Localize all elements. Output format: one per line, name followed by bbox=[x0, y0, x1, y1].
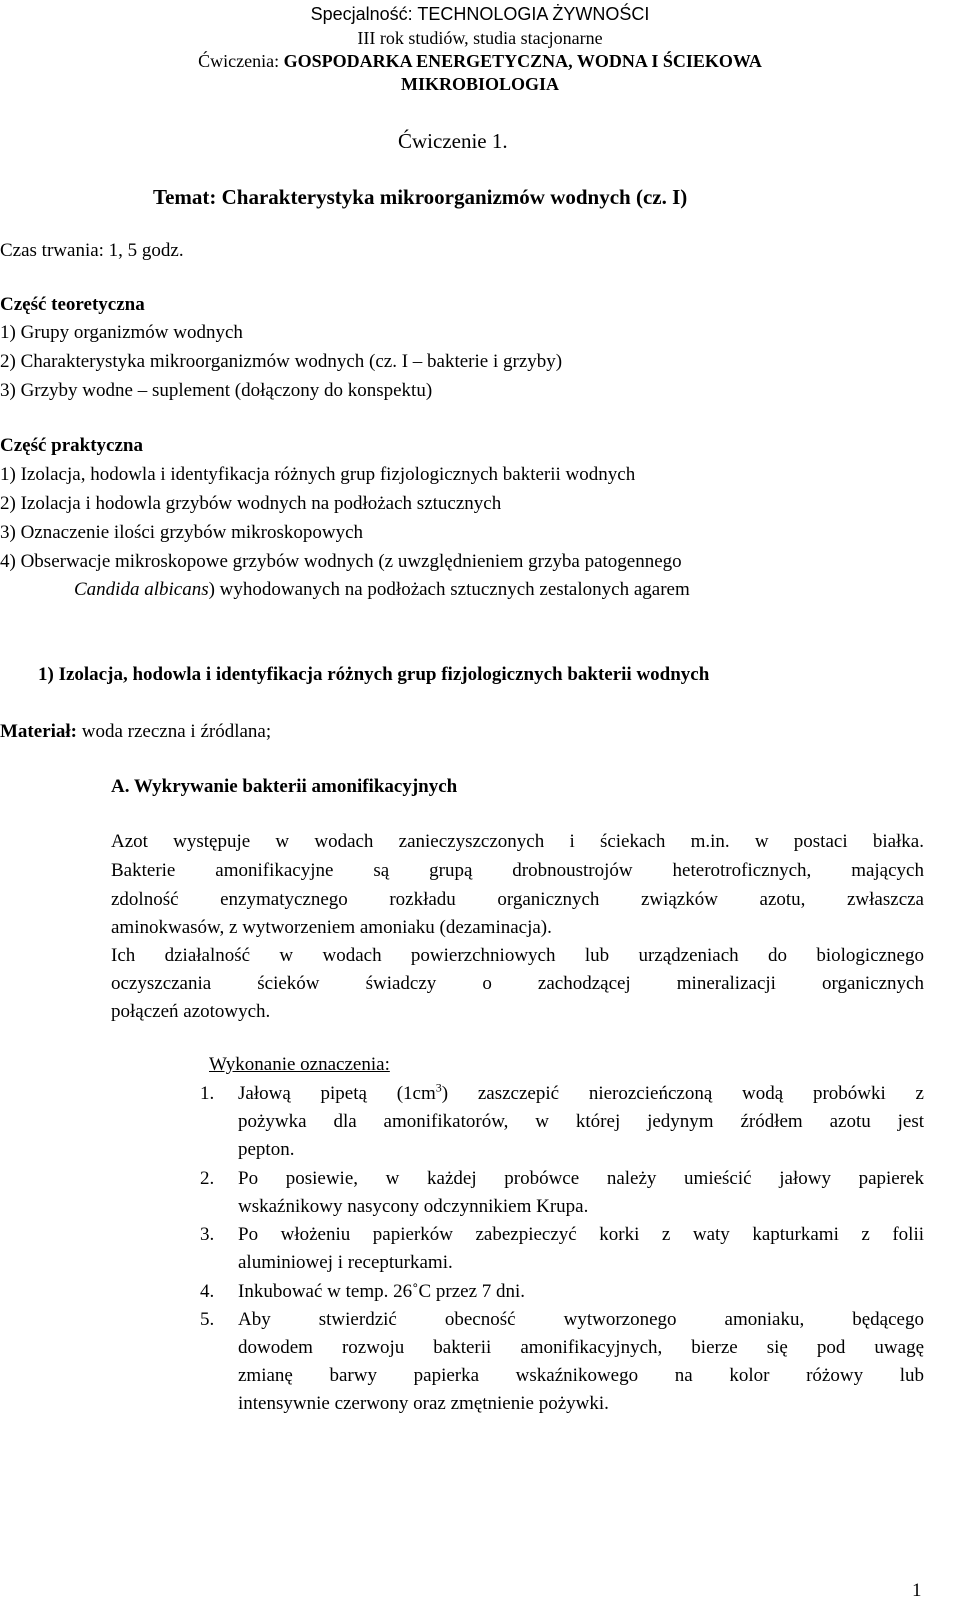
paragraph-line: zdolność enzymatycznego rozkładu organicznych związków azotu, zwłaszcza bbox=[111, 889, 924, 910]
material-label: Materiał: bbox=[0, 721, 78, 742]
step-line: intensywnie czerwony oraz zmętnienie pożywki. bbox=[238, 1393, 609, 1414]
step-number: 5. bbox=[200, 1309, 215, 1330]
header-course bbox=[0, 51, 960, 72]
paragraph-line: aminokwasów, z wytworzeniem amoniaku (dezaminacja). bbox=[111, 917, 552, 938]
theory-item: 1) Grupy organizmów wodnych bbox=[0, 322, 243, 343]
procedure-title: Wykonanie oznaczenia: bbox=[209, 1054, 390, 1075]
practice-item: 4) Obserwacje mikroskopowe grzybów wodnych (z uwzględnieniem grzyba patogennego bbox=[0, 551, 682, 572]
duration: Czas trwania: 1, 5 godz. bbox=[0, 240, 184, 261]
subsection-title: A. Wykrywanie bakterii amonifikacyjnych bbox=[111, 776, 458, 797]
exercise-number: Ćwiczenie 1. bbox=[398, 129, 508, 153]
superscript: 3 bbox=[435, 1080, 442, 1095]
step-line: pożywka dla amonifikatorów, w której jedynym źródłem azotu jest bbox=[238, 1111, 924, 1132]
step-line: Aby stwierdzić obecność wytworzonego amoniaku, będącego bbox=[238, 1309, 924, 1330]
practice-item-rest: ) wyhodowanych na podłożach sztucznych zestalonych agarem bbox=[208, 579, 690, 600]
step-line: aluminiowej i recepturkami. bbox=[238, 1252, 453, 1273]
practice-item: 2) Izolacja i hodowla grzybów wodnych na podłożach sztucznych bbox=[0, 493, 502, 514]
step-line: Po włożeniu papierków zabezpieczyć korki z waty kapturkami z folii bbox=[238, 1224, 924, 1245]
paragraph-line: Bakterie amonifikacyjne są grupą drobnoustrojów heterotroficznych, mających bbox=[111, 860, 924, 881]
step-line: zmianę barwy papierka wskaźnikowego na kolor różowy lub bbox=[238, 1365, 924, 1386]
material-value: woda rzeczna i źródlana; bbox=[77, 721, 272, 742]
section-title: 1) Izolacja, hodowla i identyfikacja różnych grup fizjologicznych bakterii wodnych bbox=[38, 664, 710, 685]
practice-title: Część praktyczna bbox=[0, 435, 143, 456]
page-number: 1 bbox=[912, 1580, 922, 1601]
practice-item: 1) Izolacja, hodowla i identyfikacja różnych grup fizjologicznych bakterii wodnych bbox=[0, 464, 636, 485]
step-line: wskaźnikowy nasycony odczynnikiem Krupa. bbox=[238, 1196, 589, 1217]
step-text: ) zaszczepić nierozcieńczoną wodą probówki z bbox=[441, 1083, 924, 1104]
topic-title: Temat: Charakterystyka mikroorganizmów wodnych (cz. I) bbox=[153, 185, 688, 209]
step-line: Inkubować w temp. 26˚C przez 7 dni. bbox=[238, 1281, 526, 1302]
step-number: 1. bbox=[200, 1083, 215, 1104]
step-line bbox=[238, 1080, 924, 1105]
step-number: 2. bbox=[200, 1168, 215, 1189]
paragraph-line: połączeń azotowych. bbox=[111, 1001, 271, 1022]
header-subject: MIKROBIOLOGIA bbox=[400, 74, 560, 94]
material bbox=[0, 721, 271, 743]
paragraph-line: Azot występuje w wodach zanieczyszczonych i ściekach m.in. w postaci białka. bbox=[111, 831, 924, 852]
paragraph-line: oczyszczania ścieków świadczy o zachodzącej mineralizacji organicznych bbox=[111, 973, 924, 994]
step-line: pepton. bbox=[238, 1139, 295, 1160]
theory-item: 2) Charakterystyka mikroorganizmów wodnych (cz. I – bakterie i grzyby) bbox=[0, 351, 563, 372]
header-specialty: Specjalność: TECHNOLOGIA ŻYWNOŚCI bbox=[310, 4, 650, 24]
practice-item: 3) Oznaczenie ilości grzybów mikroskopowych bbox=[0, 522, 364, 543]
step-text: Jałową pipetą (1cm bbox=[238, 1083, 436, 1104]
step-line: Po posiewie, w każdej probówce należy umieścić jałowy papierek bbox=[238, 1168, 924, 1189]
step-number: 4. bbox=[200, 1281, 215, 1302]
header-year: III rok studiów, studia stacjonarne bbox=[357, 28, 603, 48]
header-course-name: GOSPODARKA ENERGETYCZNA, WODNA I ŚCIEKOWA bbox=[283, 51, 762, 71]
theory-title: Część teoretyczna bbox=[0, 294, 145, 315]
step-number: 3. bbox=[200, 1224, 215, 1245]
paragraph-line: Ich działalność w wodach powierzchniowych lub urządzeniach do biologicznego bbox=[111, 945, 924, 966]
species-name: Candida albicans bbox=[74, 579, 209, 600]
step-line: dowodem rozwoju bakterii amonifikacyjnych, bierze się pod uwagę bbox=[238, 1337, 924, 1358]
theory-item: 3) Grzyby wodne – suplement (dołączony do konspektu) bbox=[0, 380, 433, 401]
header-course-prefix: Ćwiczenia: bbox=[198, 51, 284, 71]
practice-item-continuation bbox=[74, 579, 690, 601]
